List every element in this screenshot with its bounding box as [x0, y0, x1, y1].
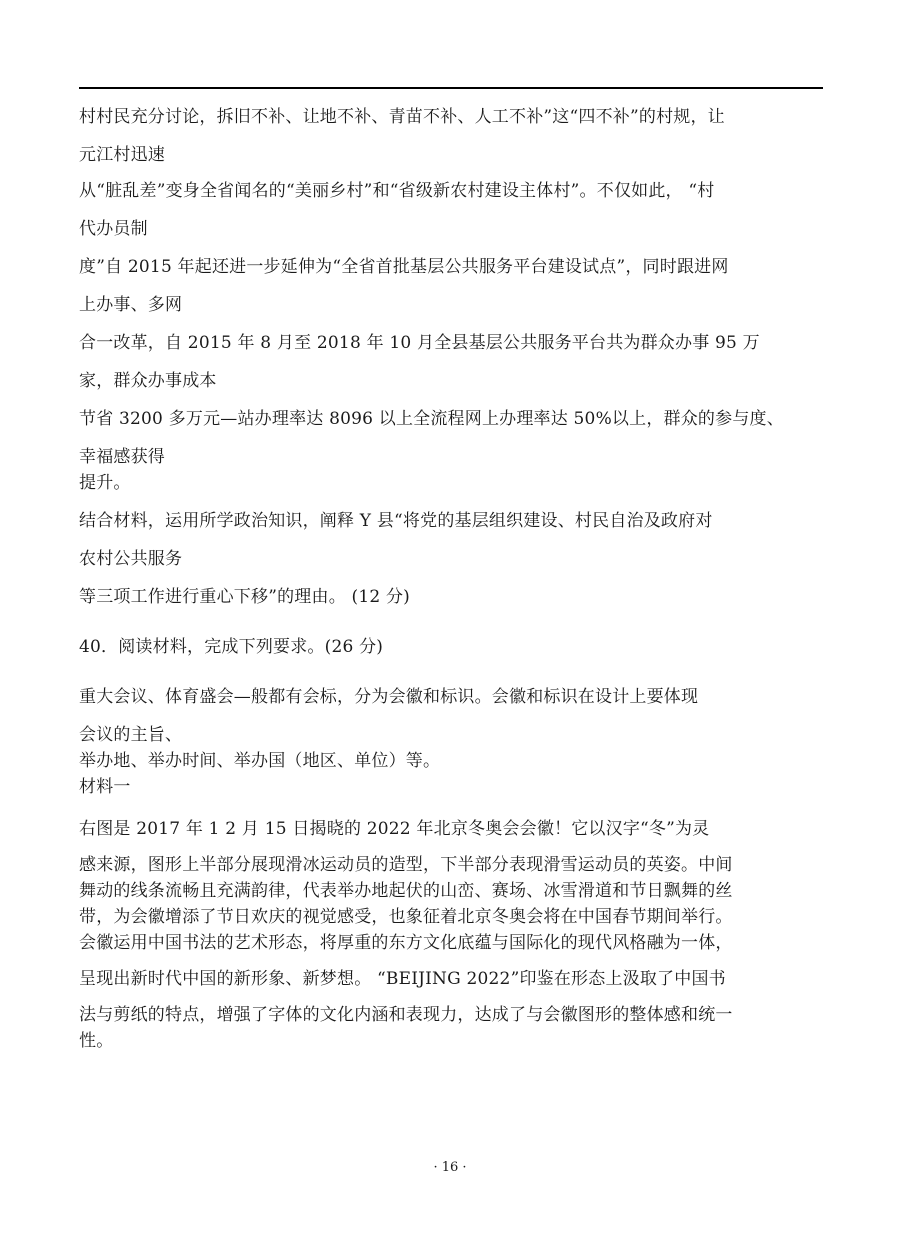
text-line: 等三项工作进行重心下移”的理由。 (12 分) [79, 587, 410, 607]
text-line: 结合材料，运用所学政治知识，阐释 Y 县“将党的基层组织建设、村民自治及政府对 [79, 511, 713, 531]
page-number: · 16 · [433, 1160, 467, 1175]
text-line: 法与剪纸的特点，增强了字体的文化内涵和表现力，达成了与会徽图形的整体感和统一 [79, 1005, 733, 1025]
text-line: 举办地、举办时间、举办国（地区、单位）等。 [79, 751, 441, 771]
text-line: 感来源，图形上半部分展现滑冰运动员的造型，下半部分表现滑雪运动员的英姿。中间 [79, 855, 733, 875]
text-line: 性。 [79, 1031, 114, 1051]
text-line: 代办员制 [79, 219, 148, 239]
text-line: 从“脏乱差”变身全省闻名的“美丽乡村”和“省级新农村建设主体村”。不仅如此， “村 [79, 181, 715, 201]
text-line: 节省 3200 多万元—站办理率达 8096 以上全流程网上办理率达 50%以上，群众的参与度、 [79, 409, 784, 429]
text-line: 幸福感获得 [79, 447, 165, 467]
text-line: 提升。 [79, 473, 131, 493]
text-line: 村村民充分讨论，拆旧不补、让地不补、青苗不补、人工不补”这“四不补”的村规，让 [79, 107, 725, 127]
text-line: 舞动的线条流畅且充满韵律，代表举办地起伏的山峦、赛场、冰雪滑道和节日飘舞的丝 [79, 881, 733, 901]
material-heading: 材料一 [79, 777, 131, 797]
text-line: 呈现出新时代中国的新形象、新梦想。 “BEIJING 2022”印鉴在形态上汲取了中国书 [79, 969, 726, 989]
top-rule [79, 87, 823, 89]
text-line: 右图是 2017 年 1 2 月 15 日揭晓的 2022 年北京冬奥会会徽！它以汉字“冬”为灵 [79, 819, 710, 839]
text-line: 重大会议、体育盛会—般都有会标，分为会徽和标识。会徽和标识在设计上要体现 [79, 687, 699, 707]
text-line: 会徽运用中国书法的艺术形态，将厚重的东方文化底蕴与国际化的现代风格融为一体， [79, 933, 733, 953]
text-line: 带，为会徽增添了节日欢庆的视觉感受，也象征着北京冬奥会将在中国春节期间举行。 [79, 907, 733, 927]
text-line: 会议的主旨、 [79, 725, 183, 745]
text-line: 上办事、多网 [79, 295, 183, 315]
text-line: 元江村迅速 [79, 145, 165, 165]
text-line: 家，群众办事成本 [79, 371, 217, 391]
text-line: 度”自 2015 年起还进一步延伸为“全省首批基层公共服务平台建设试点”，同时跟进网 [79, 257, 729, 277]
text-line: 农村公共服务 [79, 549, 183, 569]
text-line: 合一改革，自 2015 年 8 月至 2018 年 10 月全县基层公共服务平台共为群众办事 95 万 [79, 333, 760, 353]
question-heading: 40．阅读材料，完成下列要求。(26 分) [79, 637, 384, 657]
